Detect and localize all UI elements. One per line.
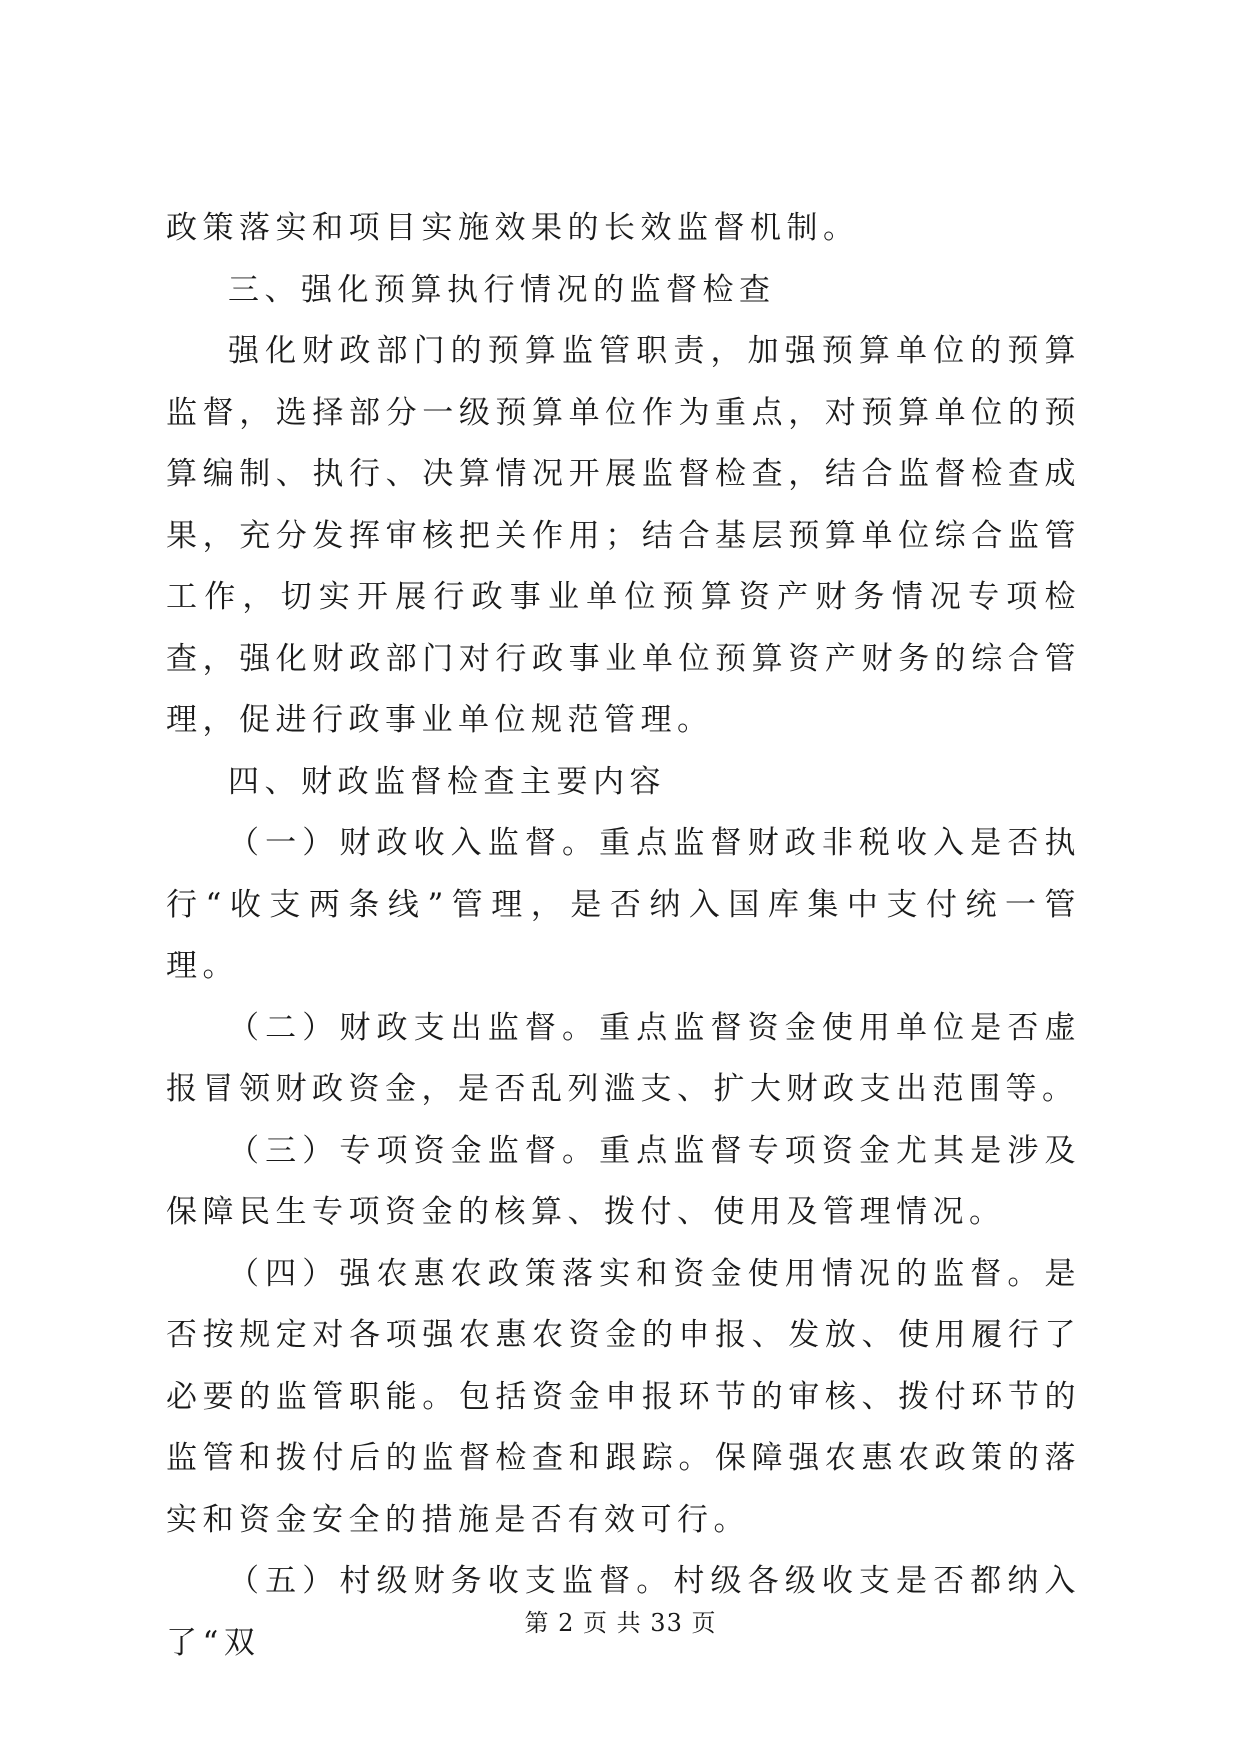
paragraph-continuation: 政策落实和项目实施效果的长效监督机制。 bbox=[166, 210, 860, 246]
section-heading-3: 三、强化预算执行情况的监督检查 bbox=[228, 271, 776, 308]
paragraph-item-1: （一）财政收入监督。重点监督财政非税收入是否执行“收支两条线”管理，是否纳入国库集中支付统一管理。 bbox=[166, 825, 1081, 984]
paragraph-item-2: （二）财政支出监督。重点监督资金使用单位是否虚报冒领财政资金，是否乱列滥支、扩大财政支出范围等。 bbox=[166, 1009, 1081, 1107]
section-heading-4: 四、财政监督检查主要内容 bbox=[228, 763, 666, 800]
document-body bbox=[166, 198, 1081, 1674]
paragraph-budget-supervision: 强化财政部门的预算监管职责，加强预算单位的预算监督，选择部分一级预算单位作为重点，对预算单位的预算编制、执行、决算情况开展监督检查，结合监督检查成果，充分发挥审核把关作用；结合基层预算单位综合监管工作，切实开展行政事业单位预算资产财务情况专项检查，强化财政部门对行政事业单位预算资产财务的综合管理，促进行政事业单位规范管理。 bbox=[166, 333, 1081, 738]
page-footer bbox=[0, 1603, 1241, 1638]
paragraph-item-5: （五）村级财务收支监督。村级各级收支是否都纳入了“双 bbox=[166, 1563, 1081, 1661]
paragraph-item-3: （三）专项资金监督。重点监督专项资金尤其是涉及保障民生专项资金的核算、拨付、使用及管理情况。 bbox=[166, 1132, 1081, 1230]
paragraph-item-4: （四）强农惠农政策落实和资金使用情况的监督。是否按规定对各项强农惠农资金的申报、发放、使用履行了必要的监管职能。包括资金申报环节的审核、拨付环节的监管和拨付后的监督检查和跟踪。保障强农惠农政策的落实和资金安全的措施是否有效可行。 bbox=[166, 1255, 1081, 1538]
page-number-label: 第 2 页 共 33 页 bbox=[524, 1609, 717, 1637]
